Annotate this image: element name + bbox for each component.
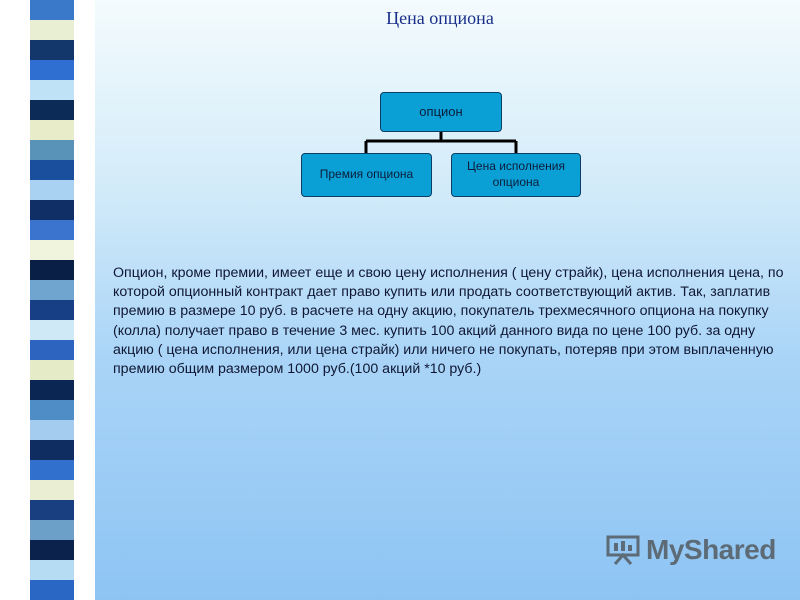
diagram-node-strike-price: Цена исполнения опциона [451,153,581,197]
decorative-stripe-bar [0,0,95,600]
stripe-segment [30,120,74,140]
stripe-segment [30,480,74,500]
presentation-board-icon [606,534,640,566]
stripe-segment [30,140,74,160]
stripe-segment [30,160,74,180]
stripe-segment [30,0,74,20]
stripe-segment [30,40,74,60]
stripe-segment [30,500,74,520]
stripe-segment [30,520,74,540]
myshared-logo [606,534,776,566]
stripe-segment [30,200,74,220]
stripe-segment [30,400,74,420]
stripe-segment [30,80,74,100]
stripe-segment [30,460,74,480]
stripe-segment [30,60,74,80]
stripe-segment [30,360,74,380]
stripe-segment [30,300,74,320]
stripe-segment [30,240,74,260]
slide-title: Цена опциона [386,8,494,28]
diagram-node-premium: Премия опциона [301,153,432,197]
stripe-segment [30,560,74,580]
stripe-segment [30,420,74,440]
stripe-segment [30,260,74,280]
stripe-segment [30,580,74,600]
stripe-segment [30,100,74,120]
stripe-segment [30,220,74,240]
connector-line [366,132,516,153]
diagram-node-root: опцион [380,92,502,132]
logo-text: MyShared [646,534,776,565]
slide-body-text: Опцион, кроме премии, имеет еще и свою цену исполнения ( цену страйк), цена исполнения цена, по которой опционный контракт дает право купить или продать соответствующий актив. Так, заплатив премию в размере 10 руб. в расчете на одну акцию, покупатель трехмесячного опциона на покупку (колла) получает право в течение 3 мес. купить 100 акций данного вида по цене 100 руб. за одну акцию ( цена исполнения, или цена страйк) или ничего не покупать, потеряв при этом выплаченную премию общим размером 1000 руб.(100 акций *10 руб.) [113,265,784,378]
stripe-segment [30,380,74,400]
stripe-segment [30,440,74,460]
stripe-segment [30,180,74,200]
stripe-segment [30,540,74,560]
stripe-segment [30,20,74,40]
stripe-segment [30,340,74,360]
stripe-segment [30,320,74,340]
stripe-segment [30,280,74,300]
stripe-column [30,0,74,600]
